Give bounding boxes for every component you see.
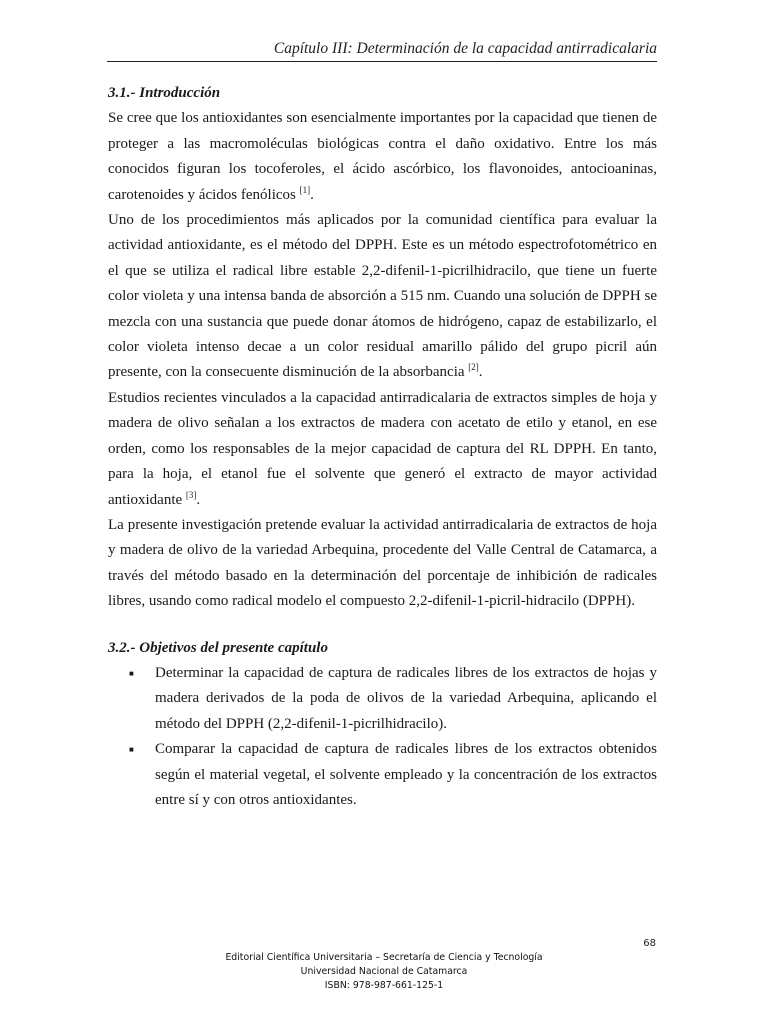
section-heading-introduccion: 3.1.- Introducción [108, 85, 221, 101]
paragraph-3-text: Estudios recientes vinculados a la capacidad antirradicalaria de extractos simples de hoja y madera de olivo señalan a los extractos de madera con acetato de etilo y etanol, en ese orden, como los responsables de la mejor capacidad de captura del RL DPPH. En tanto, para la hoja, el etanol fue el solvente que generó el extracto de mayor actividad antioxidante [108, 389, 657, 508]
page-body [108, 81, 657, 813]
paragraph-3 [108, 386, 657, 513]
footer-university: Universidad Nacional de Catamarca [300, 966, 468, 977]
section-spacer [108, 615, 657, 636]
list-item-text: Determinar la capacidad de captura de radicales libres de los extractos de hojas y madera derivados de la poda de olivos de la variedad Arbequina, aplicando el método del DPPH (2,2-difenil-1-picrilhidracilo). [155, 664, 657, 732]
list-item-text: Comparar la capacidad de captura de radicales libres de los extractos obtenidos según el material vegetal, el solvente empleado y la concentración de los extractos entre sí y con otros antioxidantes. [155, 741, 657, 808]
list-item [108, 661, 657, 737]
footer-isbn: ISBN: 978-987-661-125-1 [324, 980, 444, 991]
paragraph-2 [108, 208, 657, 386]
citation-1: [1] [299, 184, 311, 195]
list-item [108, 737, 657, 813]
paragraph-1 [108, 106, 657, 208]
page-number: 68 [643, 938, 656, 949]
square-bullet-icon: ■ [129, 745, 134, 755]
section-heading-objetivos: 3.2.- Objetivos del presente capítulo [108, 639, 328, 656]
square-bullet-icon: ■ [129, 668, 134, 678]
paragraph-4: La presente investigación pretende evaluar la actividad antirradicalaria de extractos de hoja y madera de olivo de la variedad Arbequina, procedente del Valle Central de Catamarca, a través del método basado en la determinación del porcentaje de inhibición de radicales libres, usando como radical modelo el compuesto 2,2-difenil-1-picril-hidracilo (DPPH). [108, 516, 657, 610]
citation-2: [2] [468, 362, 479, 373]
paragraph-1-text: Se cree que los antioxidantes son esencialmente importantes por la capacidad que tienen de proteger a las macromoléculas biológicas contra el daño oxidativo. Entre los más conocidos figuran los tocoferoles, el ácido ascórbico, los flavonoides, antocioaninas, carotenoides y ácidos fenólicos [108, 110, 657, 203]
paragraph-3-end: . [196, 491, 201, 508]
objectives-list [108, 661, 657, 813]
citation-3: [3] [185, 489, 197, 500]
running-header: Capítulo III: Determinación de la capacidad antirradicalaria [107, 40, 657, 62]
publisher-footer [0, 951, 768, 993]
paragraph-2-text: Uno de los procedimientos más aplicados por la comunidad científica para evaluar la actividad antioxidante, es el método del DPPH. Este es un método espectrofotométrico en el que se utiliza el radical libre estable 2,2-difenil-1-picrilhidracilo, que tiene un fuerte color violeta y una intensa banda de absorción a 515 nm. Cuando una solución de DPPH se mezcla con una sustancia que puede donar átomos de hidrógeno, capaz de estabilizarlo, el color violeta intenso decae a un color residual amarillo pálido del grupo picril aún presente, con la consecuente disminución de la absorbancia [108, 212, 657, 381]
paragraph-2-end: . [478, 364, 483, 381]
footer-publisher: Editorial Científica Universitaria – Secretaría de Ciencia y Tecnología [225, 952, 543, 963]
paragraph-1-end: . [310, 186, 314, 203]
